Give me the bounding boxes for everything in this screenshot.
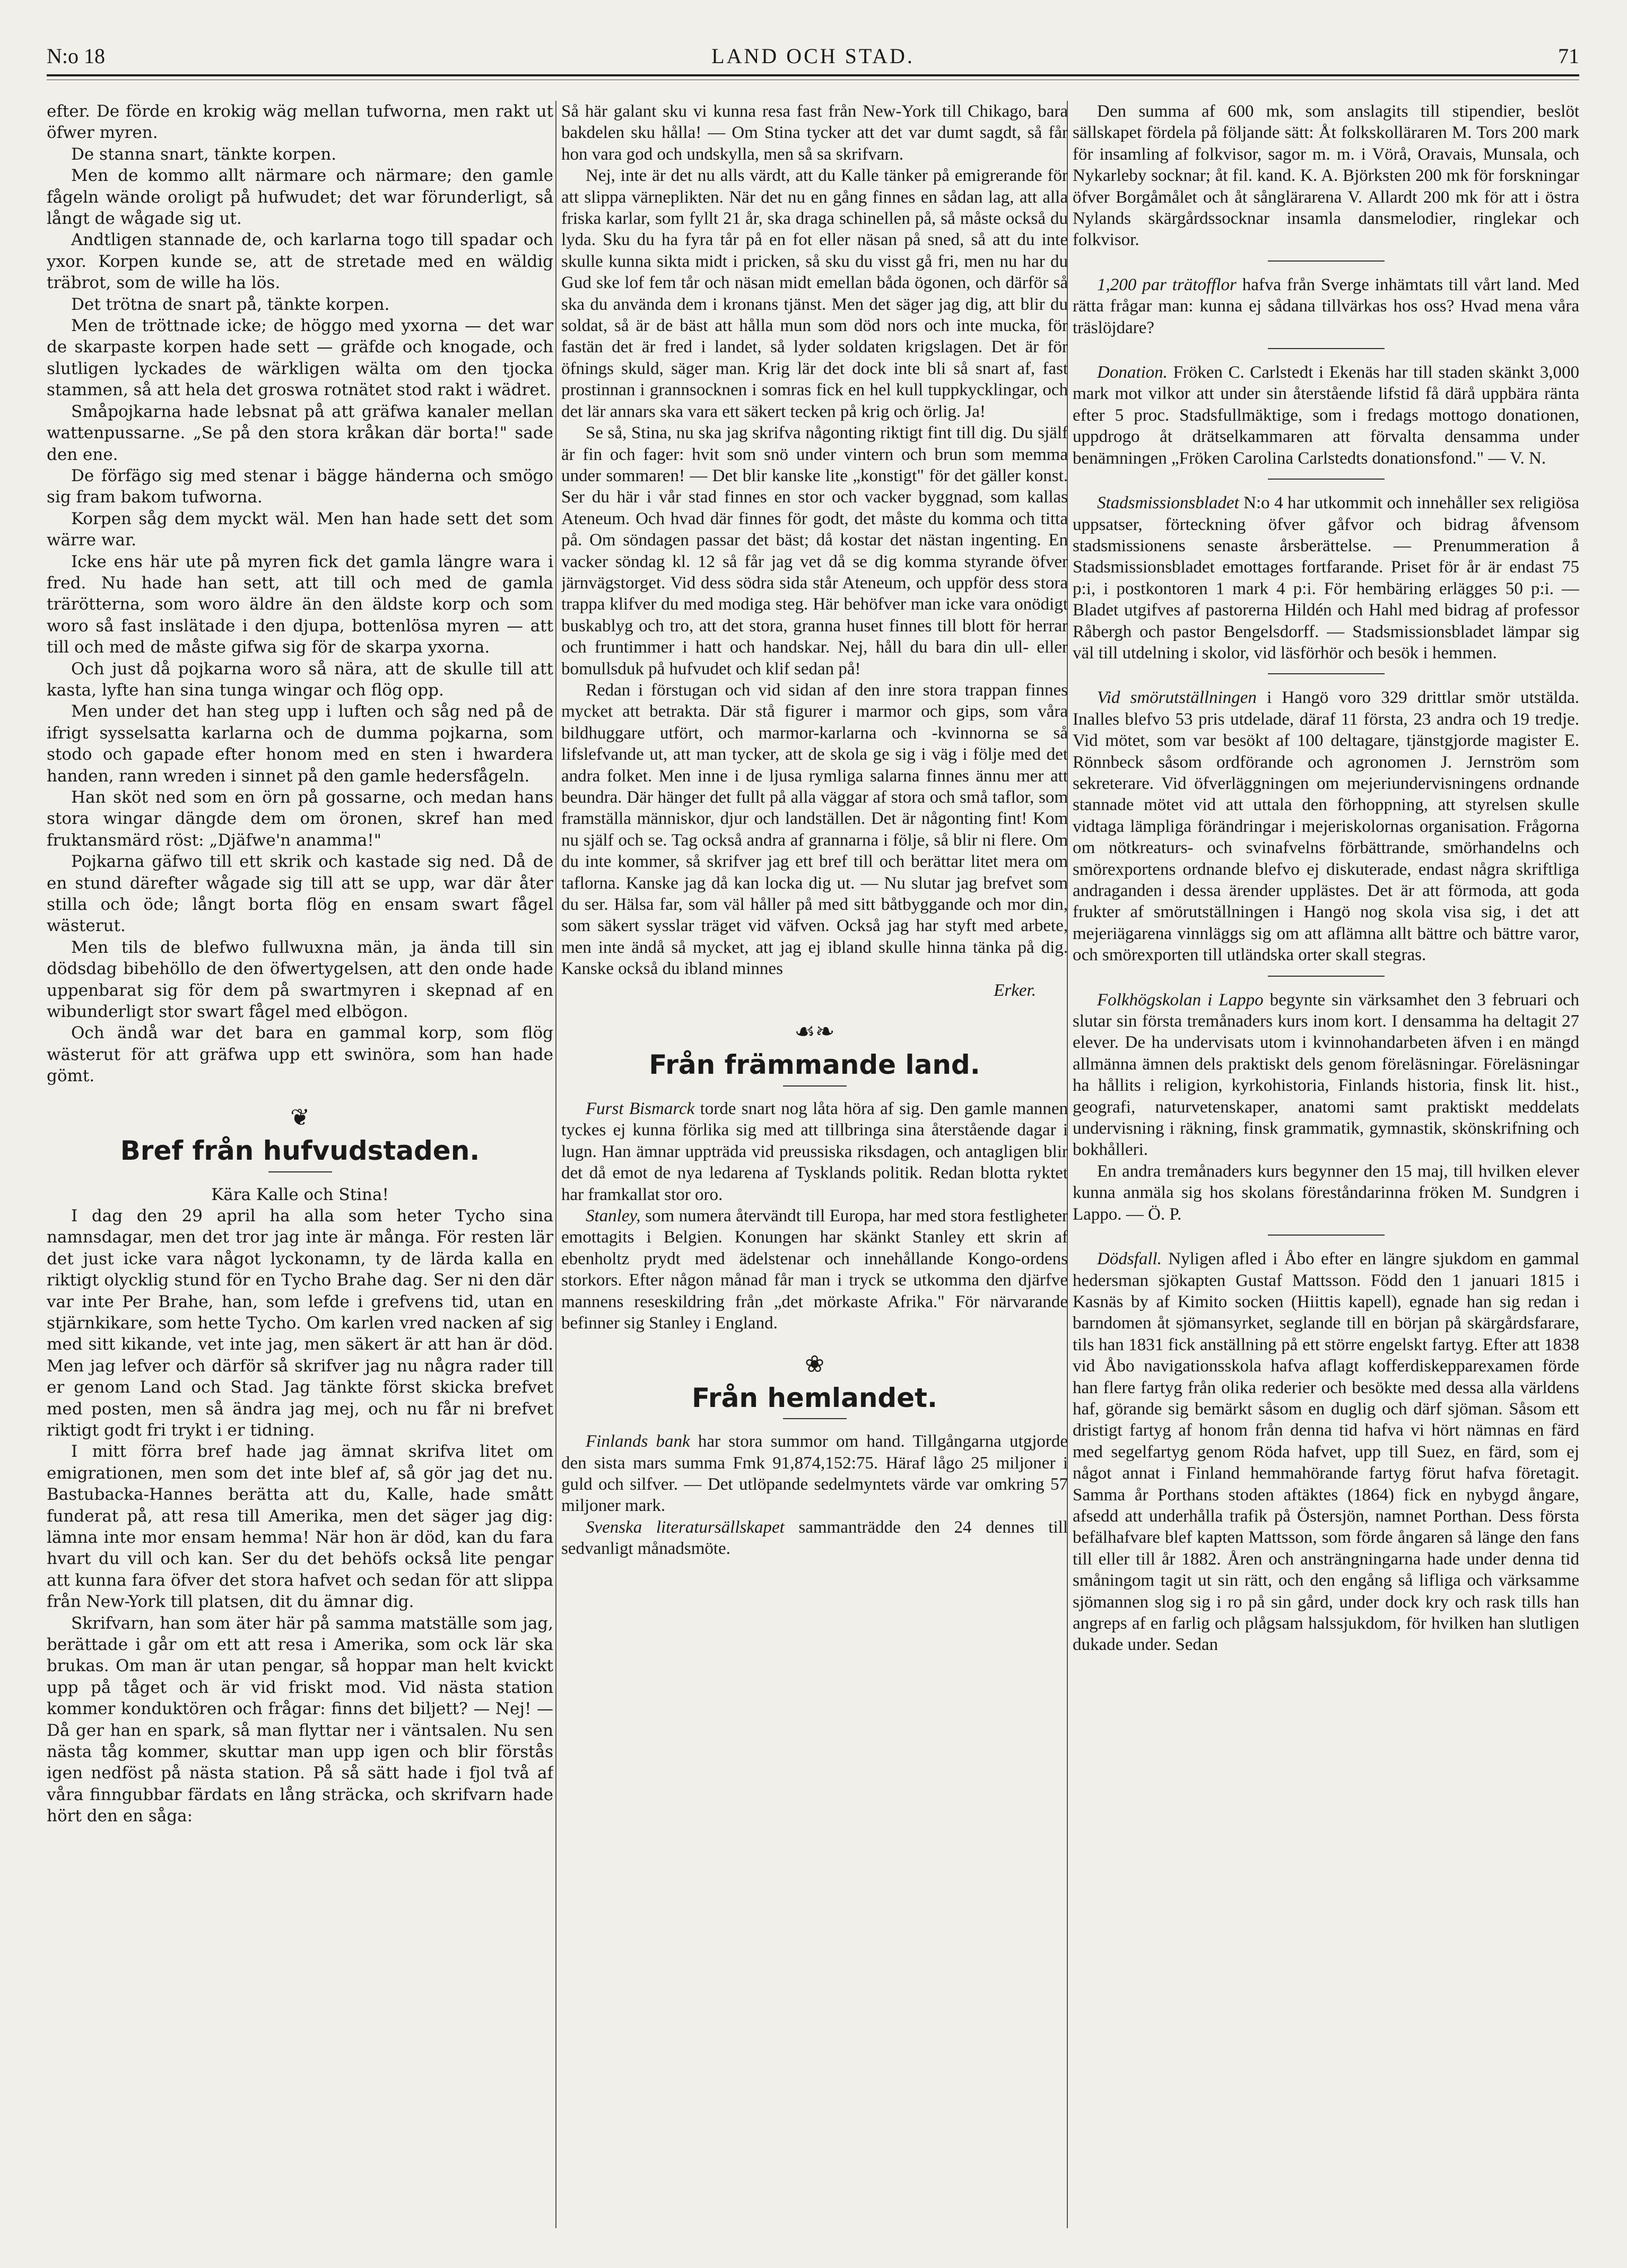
news-item-text: Nyligen afled i Åbo efter en längre sjukdom en gammal hedersman sjökapten Gustaf Mattsson. Född den 1 januari 1815 i Kasnäs by af Kimito socken (Hiittis kapell), egnade han sig redan i barndomen åt sjömansyrket, seglande till en början på skärgårdsfarare, tils han 1831 fick anställning på ett större engelskt fartyg. Efter att 1838 vid Åbo navigationsskola hafva aflagt kofferdiskepparexamen förde han flere fartyg från olika rederier och besökte med dessa alla världens haf, görande sig bemärkt såsom en duglig och därf sjöman. Såsom ett dristigt fartyg af honom från denna tid hafva vi hört nämnas en färd med segelfartyg genom Röda hafvet, upp till Suez, en färd, som ej något annat i Finland hemmahörande fartyg förut hafva företagit. Samma år Porthans stoden aftäktes (1864) fick en nybygd ångare, afsedd att underhålla trafik på Östersjön, namnet Porthan. Dess första befälhafvare blef kapten Mattsson, som förde ångaren så länge den fans till eller till år 1882. Åren och ansträngningarna hade under denna tid småningom tagit ut sin rätt, och den engång så lifliga och värksamme sjömannen slog sig i ro på sin gård, under dock kry och rask tills han angreps af en farlig och plågsam halssjukdom, för hvilken han slutligen dukade under. Sedan: [1073, 1249, 1579, 1655]
foreign-news-heading: Från främmande land.: [649, 1049, 980, 1081]
paragraph: Skrifvarn, han som äter här på samma matställe som jag, berättade i går om ett att resa i Amerika, som ock lär ska brukas. Om man är utan pengar, så hoppar man helt kvickt upp på tåget och är vid friskt mod. Vid nästa station kommer konduktören och frågar: finns det biljett? — Nej! — Då ger han en spark, så man flyttar ner i väntsalen. Nu sen nästa tåg kommer, skuttar man upp igen och blir förstås igen nedföst på nästa station. På så sätt hade i fjol två af våra finngubbar färdats en lång sträcka, och skrifvarn hade hört den en såga:: [47, 1613, 553, 1826]
paragraph: Småpojkarna hade lebsnat på att gräfwa kanaler mellan wattenpussarne. „Se på den stora kråkan där borta!" sade den ene.: [47, 402, 553, 464]
paragraph: Andtligen stannade de, och karlarna togo till spadar och yxor. Korpen kunde se, att de stretade med en wäldig träbrot, som de wille ha lös.: [47, 230, 553, 293]
issue-number: N:o 18: [47, 44, 105, 68]
news-item-lead: Vid smörutställningen: [1097, 688, 1257, 708]
paragraph: Men de tröttnade icke; de höggo med yxorna — det war de skarpaste korpen hade sett — gräfde och knogade, och slutligen lyckades de wärkligen wälta om den tjocka stammen, så att hela det groswa rotnätet stod rakt i wädret.: [47, 316, 553, 400]
news-item: [1073, 274, 1579, 338]
news-item-text: har stora summor om hand. Tillgångarna utgjorde den sista mars summa Fmk 91,874,152:75. Häraf lågo 25 miljoner i guld och silfver. — Det utlöpande sedelmyntets värde var omkring 57 miljoner mark.: [561, 1432, 1068, 1516]
paragraph: Icke ens här ute på myren fick det gamla längre wara i fred. Nu hade han sett, att till och med de gamla trärötterna, som woro äldre än den äldste korp och som woro så fast inslätade i den djupa, bottenlösa myren — att till och med de måste gifwa sig för de skarpa yxorna.: [47, 552, 553, 657]
news-item-lead: Donation.: [1097, 363, 1168, 383]
foreign-news-body: [561, 1098, 1068, 1334]
letter-continuation: [561, 101, 1068, 980]
news-item-lead: Stadsmissionsbladet: [1097, 493, 1239, 513]
paragraph: Nej, inte är det nu alls värdt, att du Kalle tänker på emigrerande för att slippa värneplikten. När det nu en gång finnes en sådan lag, att alla friska karlar, som fyllt 21 år, ska draga schinellen på, så måste också du lyda. Sku du ha fyra tår på en fot eller näsan på sned, så att du inte skulle kunna sikta midt i pricken, så sku du visst gå fri, men nu har du Gud ske lof fem tår och näsan midt emellan båda ögonen, och därför så ska du använda dem i kronans tjänst. Men det säger jag dig, att blir du soldat, så är de bäst att hålla mun som död nors och inte mucka, för fastän det är fred i landet, så lyder soldaten krigslagen. Det är för öfnings skuld, säger man. Krig lär det dock inte bli så snart af, fast prostinnan i grannsocknen i somras fick en hel kull tuppkycklingar, och det lär annars ska vara ett säkert tecken på krig och örlig. Ja!: [561, 166, 1068, 421]
news-item: [561, 1205, 1068, 1334]
letter-body: [47, 1205, 553, 1827]
item-separator: [1268, 260, 1385, 262]
news-item-text: N:o 4 har utkommit och innehåller sex religiösa uppsatser, förteckning öfver gåfvor och bidrag åfvensom stadsmissionens senaste årsberättelse. — Prenummeration å Stadsmissionsbladet emottages fortfarande. Priset för år är endast 75 p:i, i postkontoren 1 mark 4 p:i. För hembäring erlägges 50 p:i. — Bladet utgifves af pastorerna Hildén och Hahl med bidrag af professor Råbergh och pastor Bengelsdorff. — Stadsmissionsbladet lämpar sig väl till utdelning i skolor, vid läsförhör och besök i hemmen.: [1073, 493, 1579, 663]
news-item: [1073, 492, 1579, 664]
paragraph: Så här galant sku vi kunna resa fast från New-York till Chikago, bara bakdelen sku hålla! — Om Stina tycker att det var dumt sagdt, så får hon vara god och undskylla, men så sa skrifvarn.: [561, 102, 1068, 164]
paragraph: Se så, Stina, nu ska jag skrifva någonting riktigt fint till dig. Du själf är fin och fager: hvit som snö under vintern och brun som memma under sommaren! — Det blir kanske lite „konstigt" för det gäller konst. Ser du här i vår stad finnes en stor och vacker byggnad, som kallas Ateneum. Och hvad där finnes för godt, det måste du komma och titta på. Om söndagen passar det bäst; då kostar det nästan ingenting. En vacker söndag kl. 12 så får jag vet då se dig komma styrande öfver järnvägstorget. Vid dess södra sida står Ateneum, och uppför dess stora trappa klifver du med modiga steg. Här behöfver man icke vara onödigt buskablyg och tro, att det stora, granna huset finnes till blott för herrar och fruntimmer i hatt och handskar. Nej, håll du bara din ull- eller bomullsduk på hufvudet och klif sedan på!: [561, 423, 1068, 679]
paragraph: efter. De förde en krokig wäg mellan tufworna, men rakt ut öfwer myren.: [47, 102, 553, 143]
paragraph: Pojkarna gäfwo till ett skrik och kastade sig ned. Då de en stund därefter wågade sig till att se upp, war där åter stilla och öde; långt borta flög en ensam swart fågel wästerut.: [47, 852, 553, 936]
newspaper-title: LAND OCH STAD.: [711, 44, 915, 68]
news-item-text: sammanträdde den 24 dennes till sedvanligt månadsmöte.: [561, 1517, 1068, 1559]
heading-rule: [783, 1085, 847, 1087]
news-item-lead: Svenska literatursällskapet: [586, 1517, 785, 1537]
story-continuation: [47, 101, 553, 1087]
item-separator: [1268, 1235, 1385, 1236]
news-item-text: i Hangö voro 329 drittlar smör utstälda. Inalles blefvo 53 pris utdelade, däraf 11 första, 23 andra och 19 tredje. Vid mötet, som var besökt af 100 deltagare, tjänstgjorde magister E. Rönnbeck såsom ordförande och agronomen J. Jernström som sekreterare. Vid öfverläggningen om mejeriundervisningens ordnande stannade mötet vid att uttala den förhoppning, att styrelsen skulle vidtaga lämpliga förändringar i mejeriskolornas organisation. Frågorna om nötkreaturs- och svinafvelns förbättrande, smörhandelns och smörexportens ordnande blefvo ej diskuterade, endast några skriftliga andraganden i dessa ärender upplästes. Det är att förmoda, att goda frukter af smörutställningen i Hangö nog skola visa sig, i det att mejeriägarena vinnläggs sig om att aflämna allt bättre och bättre varor, och smörexporten till utländska orter skall stegras.: [1073, 688, 1579, 965]
fleuron-ornament: ❀: [805, 1351, 824, 1378]
paragraph: Och ändå war det bara en gammal korp, som flög wästerut för att gräfwa upp ett swinöra, som han hade gömt.: [47, 1023, 553, 1086]
news-item-lead: 1,200 par trätofflor: [1097, 275, 1237, 294]
item-separator: [1268, 348, 1385, 349]
news-item-lead: Dödsfall.: [1097, 1249, 1162, 1269]
letter-heading: Bref från hufvudstaden.: [120, 1135, 480, 1167]
news-item-lead: Furst Bismarck: [586, 1099, 695, 1118]
news-item: [1073, 687, 1579, 966]
news-item-text: begynte sin värksamhet den 3 februari och slutar sin första tremånaders kurs inom kort. I densamma ha deltagit 27 elever. De ha undervisats utom i kvinnohandarbeten äfven i en mängd allmänna ämnen dels praktiskt dels genom föreläsningar. Föreläsningar ha hållits i religion, kyrkohistoria, Finlands historia, finsk lit. hist., geografi, naturvetenskaper, anatomi samt praktiskt meddelats undervisning i räkning, finsk grammatik, gymnastik, skönskrifning och bokhålleri.: [1073, 990, 1579, 1160]
home-news-heading: Från hemlandet.: [691, 1382, 938, 1413]
column-divider: [555, 101, 556, 2228]
column-2: [561, 101, 1068, 2239]
item-separator: [1268, 673, 1385, 674]
paragraph: Men de kommo allt närmare och närmare; den gamle fågeln wände oroligt på hufwudet; det war förunderligt, så långt de wågade sig ut.: [47, 166, 553, 229]
scroll-ornament: ☙❧: [794, 1019, 835, 1045]
news-item-text: torde snart nog låta höra af sig. Den gamle mannen tyckes ej kunna förlika sig med att tillbringa sina återstående dagar i lugn. Han ämnar uppträda vid preussiska riksdagen, och antagligen blir det då emot de nya ledarena af Tysklands politik. Redan blotta ryktet har framkallat stor oro.: [561, 1099, 1068, 1204]
paragraph: Korpen såg dem myckt wäl. Men han hade sett det som wärre war.: [47, 509, 553, 550]
heading-rule: [268, 1171, 332, 1172]
news-item: [1073, 362, 1579, 469]
news-item-text: hafva från Sverge inhämtats till vårt land. Med rätta frågar man: kunna ej sådana tillvärkas hos oss? Hvad mena våra träslöjdare?: [1073, 275, 1579, 337]
home-news-body: [561, 1431, 1068, 1559]
masthead-rule: [47, 74, 1579, 76]
news-item-lead: Folkhögskolan i Lappo: [1097, 990, 1264, 1010]
news-item: [561, 1431, 1068, 1517]
paragraph: De stanna snart, tänkte korpen.: [71, 144, 337, 164]
news-item-lead: Stanley,: [586, 1206, 641, 1226]
news-item-lead: Finlands bank: [586, 1432, 690, 1452]
masthead: [47, 44, 1579, 77]
item-separator: [1268, 976, 1385, 977]
news-notes: [1073, 101, 1579, 1656]
paragraph: Men under det han steg upp i luften och såg ned på de ifrigt sysselsatta karlarna och de dumma pojkarna, som stodo och gapade efter honom med en sten i hwardera handen, rann wreden i sinnet på den gamle hedersfågeln.: [47, 702, 553, 786]
news-item-text: Den summa af 600 mk, som anslagits till stipendier, beslöt sällskapet fördela på följande sätt: Åt folkskolläraren M. Tors 200 mark för insamling af folkvisor, sagor m. m. i Vörå, Oravais, Munsala, och Nykarleby socknar; åt fil. kand. K. A. Björksten 200 mk för forskningar öfver Borgåmålet och åt sånglärarena V. Allardt 200 mk för att i östra Nylands skärgårdssocknar insamla dansmelodier, ringlekar och folkvisor.: [1073, 102, 1579, 250]
paragraph: I dag den 29 april ha alla som heter Tycho sina namnsdagar, men det tror jag inte är många. För resten lär det just icke vara något lyckonamn, ty de lärda kalla en riktigt olycklig stund för en Tycho Brahe dag. Ser ni den där var inte Per Brahe, han, som lefde i grefvens tid, utan en stjärnkikare, som hette Tycho. Om karlen vred nacken af sig med sitt kikande, vet inte jag, men säkert är att han är död. Men jag lefver och därför så skrifver jag nu några rader till er genom Land och Stad. Jag tänkte först skicka brefvet med posten, men så ändra jag mej, och nu får ni brefvet riktigt godt fri trykt i er tidning.: [47, 1206, 553, 1440]
paragraph: Han sköt ned som en örn på gossarne, och medan hans stora wingar dängde dem om öronen, skref han med fruktansmärd röst: „Djäfwe'n anamma!": [47, 788, 553, 850]
item-separator: [1268, 479, 1385, 480]
news-item-text: Fröken C. Carlstedt i Ekenäs har till staden skänkt 3,000 mark mot vilkor att under sin återstående lifstid få därå uppbära ränta efter 5 proc. Stadsfullmäktige, som i fredags mottogo donationen, uppdrogo åt drätselkammaren att förvalta densamma under benämningen „Fröken Carolina Carlstedts donationsfond." — V. N.: [1073, 363, 1579, 468]
paragraph: De förfägo sig med stenar i bägge händerna och smögo sig fram bakom tufworna.: [47, 466, 553, 507]
page-number: 71: [1558, 44, 1579, 68]
news-item: [561, 1517, 1068, 1560]
paragraph: Och just då pojkarna woro så nära, att de skulle till att kasta, lyfte han sina tunga wingar och flög opp.: [47, 659, 553, 700]
heading-rule: [783, 1418, 847, 1419]
news-item-text: En andra tremånaders kurs begynner den 15 maj, till hvilken elever kunna anmäla sig hos skolans föreståndarinna fröken M. Sundgren i Lappo. — Ö. P.: [1073, 1161, 1579, 1224]
news-item: [1073, 989, 1579, 1161]
news-item-text: som numera återvändt till Europa, har med stora festligheter emottagits i Belgien. Konungen har skänkt Stanley ett skrin af ebenholtz prydt med ädelstenar och innehållande Kongo-ordens storkors. Efter någon månad får man i tryck se utkomma den djärfve mannens reseskildring från „det mörkaste Afrika." För närvarande befinner sig Stanley i England.: [561, 1206, 1068, 1333]
paragraph: Redan i förstugan och vid sidan af den inre stora trappan finnes mycket att betrakta. Där stå figurer i marmor och gips, som våra bildhuggare utfört, och marmor-karlarna och -kvinnorna se så lifslefvande ut, att man tycker, att de skola ge sig i väg i följe med det andra folket. Men inne i de ljusa rymliga salarna finnes ännu mer att beundra. Där hänger det fullt på alla väggar af stora och små taflor, som framställa människor, djur och landställen. Det är någonting fint! Kom nu själf och se. Tag också andra af grannarna i följe, så blir ni flere. Om du inte kommer, så skrifver jag ett bref till och berättar litet mera om taflorna. Kanske jag då kan locka dig ut. — Nu slutar jag brefvet som du ser. Hälsa far, som väl håller på med sitt båtbyggande och mor din, som säkert sysslar träget vid väfven. Också jag har styft med arbete, men inte ändå så mycket, att jag ej ibland skulle hinna tänka på dig. Kanske också du ibland minnes: [561, 680, 1068, 979]
news-item: [561, 1098, 1068, 1205]
paragraph: Men tils de blefwo fullwuxna män, ja ända till sin dödsdag bibehöllo de den öfwertygelsen, att den onde hade uppenbarat sig för dem på swartmyren i skepnad af en wibunderligt stor swart fågel med elbögon.: [47, 937, 553, 1022]
paragraph: I mitt förra bref hade jag ämnat skrifva litet om emigrationen, men som det inte blef af, så gör jag det nu. Bastubacka-Hannes berätta att du, Kalle, hade smått funderat på, att resa till Amerika, men det säger jag dig: lämna inte mor ensam hemma! När hon är död, kan du fara hvart du vill och kan. Ser du det behöfs också lite pengar att kunna fara öfver det stora hafvet och sedan för att slippa från New-York till platsen, dit du ämnar dig.: [47, 1442, 553, 1612]
news-item: [1073, 1161, 1579, 1225]
paragraph: Det trötna de snart på, tänkte korpen.: [71, 294, 390, 314]
leaf-ornament: ❦: [290, 1103, 310, 1131]
letter-greeting: Kära Kalle och Stina!: [211, 1185, 389, 1204]
column-1: [47, 101, 553, 2239]
news-item: [1073, 1248, 1579, 1656]
letter-signature: Erker.: [994, 980, 1036, 1000]
news-item: [1073, 101, 1579, 251]
column-3: [1073, 101, 1579, 2239]
